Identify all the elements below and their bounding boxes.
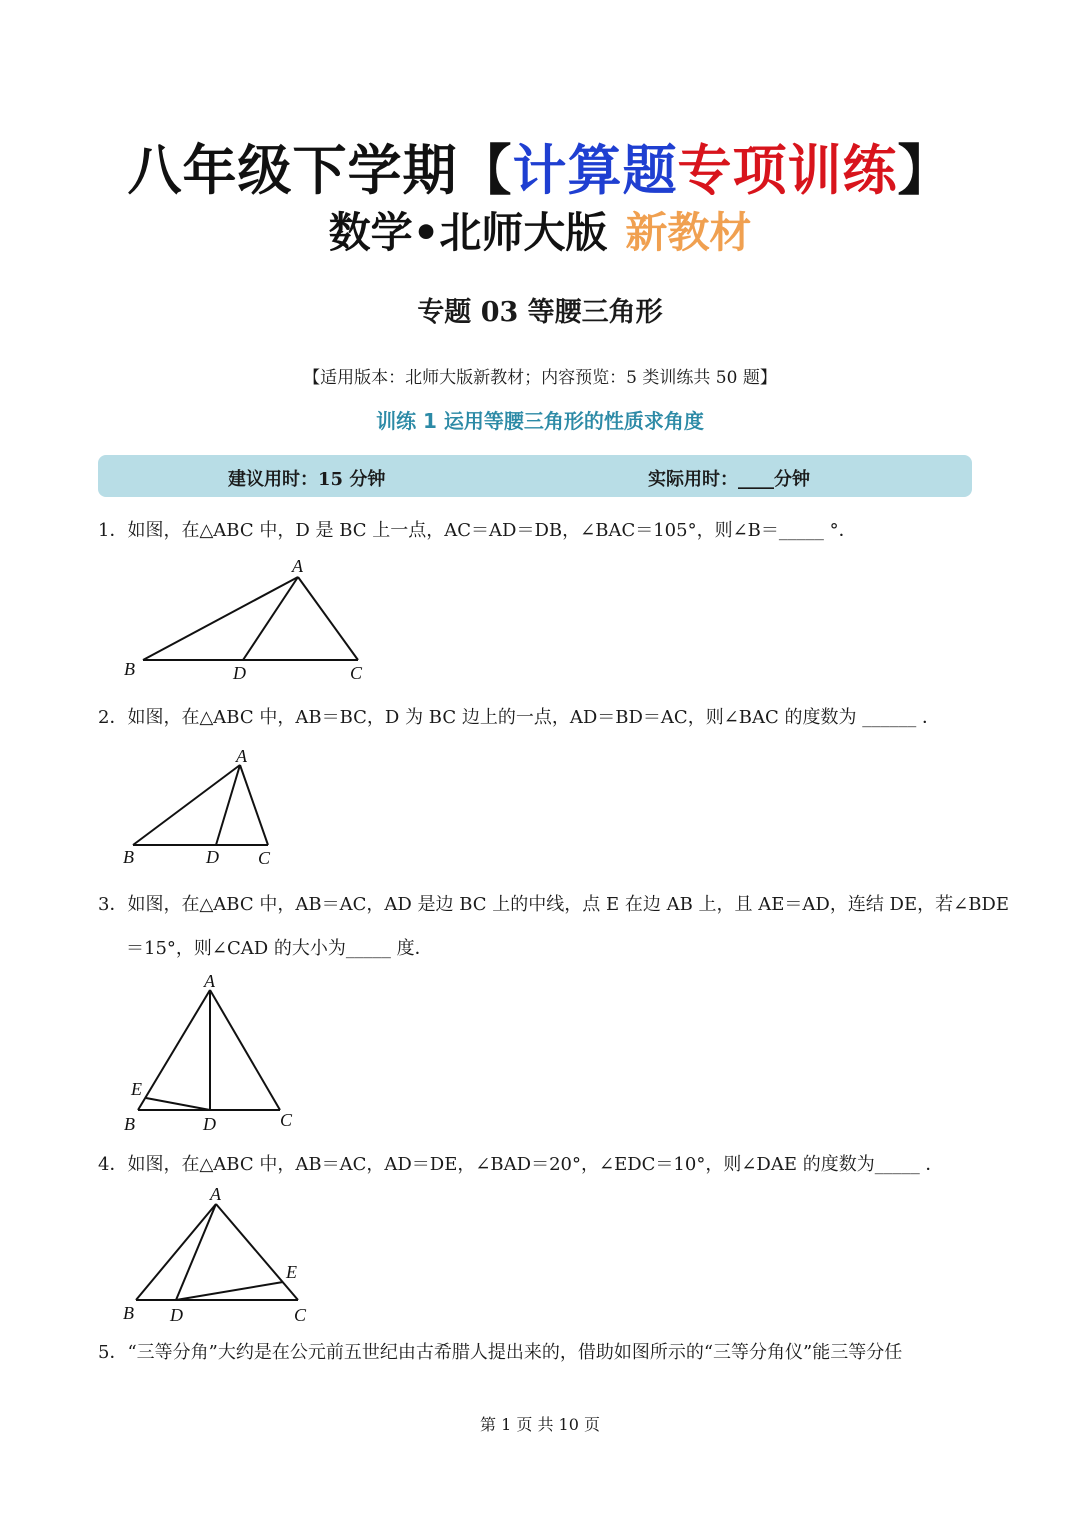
fig1-label-b: B — [124, 659, 135, 679]
topic-title: 专题 03 等腰三角形 — [417, 297, 663, 328]
fig3-ed — [146, 1098, 210, 1110]
question-3: 3．如图，在△ABC 中，AB＝AC，AD 是边 BC 上的中线，点 E 在边 AB 上，且 AE＝AD，连结 DE，若∠BDE — [98, 894, 1009, 915]
fig1-label-a: A — [292, 556, 303, 576]
fig3-label-a: A — [204, 971, 215, 991]
question-4: 4．如图，在△ABC 中，AB＝AC，AD＝DE，∠BAD＝20°，∠EDC＝10°，则∠DAE 的度数为_____ ． — [98, 1154, 944, 1175]
training-title: 训练 1 运用等腰三角形的性质求角度 — [376, 409, 704, 433]
question-1: 1．如图，在△ABC 中，D 是 BC 上一点，AC＝AD＝DB，∠BAC＝105°，则∠B＝_____ °． — [98, 520, 857, 541]
fig2-label-d: D — [206, 847, 219, 867]
actual-time: 实际用时：____分钟 — [648, 469, 810, 490]
figure-3 — [118, 970, 318, 1135]
title-blue: 计算题 — [512, 139, 678, 202]
title-red: 专项训练 — [677, 139, 898, 202]
scope-note: 【适用版本：北师大版新教材；内容预览：5 类训练共 50 题】 — [303, 368, 777, 388]
fig2-ab — [133, 765, 240, 845]
page-footer: 第 1 页 共 10 页 — [480, 1415, 600, 1434]
title-close: 】 — [897, 139, 953, 202]
figure-4 — [118, 1184, 328, 1324]
fig1-label-d: D — [233, 663, 246, 683]
subtitle — [0, 200, 1080, 260]
fig2-ac — [240, 765, 268, 845]
fig1-label-c: C — [350, 663, 363, 683]
fig3-label-b: B — [124, 1114, 135, 1134]
subtitle-highlight: 新教材 — [625, 208, 752, 257]
fig2-label-c: C — [258, 848, 271, 868]
title-black: 八年级下学期【 — [127, 139, 513, 202]
main-title — [0, 128, 1080, 205]
fig2-ad — [216, 765, 240, 845]
fig4-label-c: C — [294, 1305, 307, 1324]
fig3-ac — [210, 990, 280, 1110]
fig4-label-e: E — [286, 1262, 297, 1282]
question-2: 2．如图，在△ABC 中，AB＝BC，D 为 BC 边上的一点，AD＝BD＝AC，则∠BAC 的度数为 ______ ． — [98, 707, 940, 728]
suggested-time: 建议用时：15 分钟 — [228, 469, 386, 490]
fig3-label-c: C — [280, 1110, 293, 1130]
fig4-label-a: A — [210, 1184, 221, 1204]
question-3-cont: ＝15°，则∠CAD 的大小为_____ 度． — [126, 938, 433, 959]
fig4-label-b: B — [123, 1303, 134, 1323]
fig3-ab — [138, 990, 210, 1110]
fig2-label-a: A — [236, 746, 247, 766]
subtitle-text: 数学•北师大版 — [328, 208, 608, 257]
figure-1 — [118, 555, 378, 685]
question-5: 5．“三等分角”大约是在公元前五世纪由古希腊人提出来的，借助如图所示的“三等分角仪”能三等分任 — [98, 1342, 903, 1363]
fig1-ab — [143, 577, 298, 660]
fig3-label-e: E — [131, 1079, 142, 1099]
figure-2 — [118, 745, 298, 870]
fig3-label-d: D — [203, 1114, 216, 1134]
fig2-label-b: B — [123, 847, 134, 867]
fig4-label-d: D — [170, 1305, 183, 1324]
time-bar — [98, 455, 972, 497]
fig1-ac — [298, 577, 358, 660]
fig4-ad — [176, 1204, 216, 1300]
fig4-de — [176, 1282, 283, 1300]
fig1-ad — [243, 577, 298, 660]
fig4-ab — [136, 1204, 216, 1300]
